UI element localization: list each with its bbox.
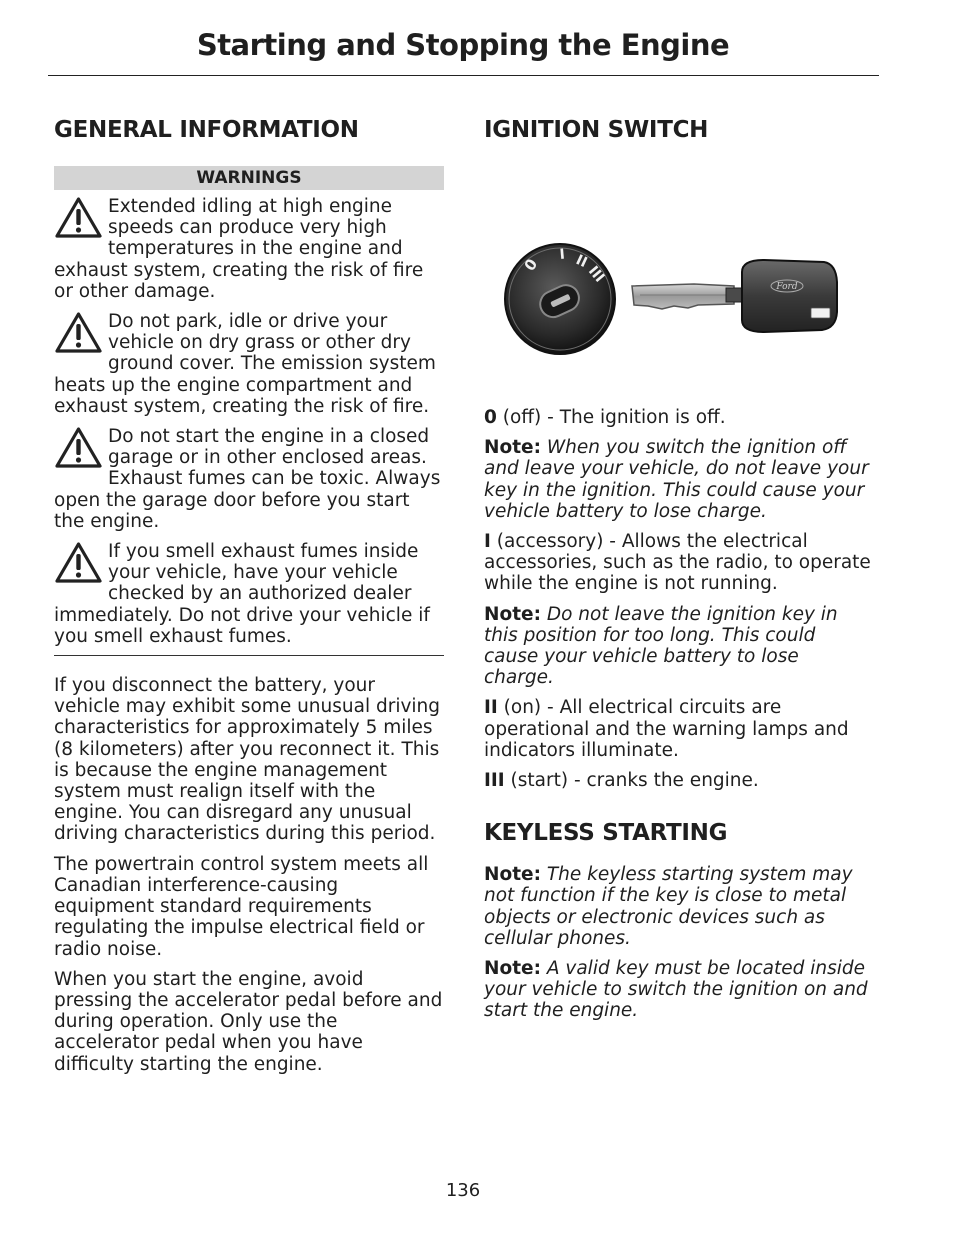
ignition-position-item: II (on) - All electrical circuits are operational and the warning lamps and indicators illuminate. — [484, 697, 849, 761]
warning-triangle-icon — [54, 426, 103, 470]
note-item: Note: A valid key must be located inside your vehicle to switch the ignition on and start the engine. — [484, 958, 868, 1022]
ignition-figure — [484, 202, 874, 367]
ignition-switch-heading: IGNITION SWITCH — [484, 117, 709, 143]
ignition-key-illustration — [484, 202, 874, 367]
position-i-label: I — [558, 246, 566, 263]
ford-key-icon — [632, 260, 837, 332]
body-paragraph: The powertrain control system meets all Canadian interference-causing equipment standard requirements regulating the impulse electrical field or radio noise. — [54, 853, 429, 960]
warning-text: If you smell exhaust fumes inside your vehicle, have your vehicle checked by an authorized dealer immediately. Do not drive your vehicle if you smell exhaust fumes. — [54, 541, 430, 647]
warning-item — [54, 541, 444, 647]
position-iii-label: III — [584, 263, 608, 286]
note-item: Note: When you switch the ignition off and leave your vehicle, do not leave your key in the ignition. This could cause your vehicle battery to lose charge. — [484, 437, 869, 522]
note-item: Note: The keyless starting system may not function if the key is close to metal objects or electronic devices such as cellular phones. — [484, 864, 853, 949]
warning-text: Do not park, idle or drive your vehicle on dry grass or other dry ground cover. The emission system heats up the engine compartment and exhaust system, creating the risk of fire. — [54, 311, 436, 417]
warnings-divider — [54, 655, 444, 656]
body-paragraph: If you disconnect the battery, your vehicle may exhibit some unusual driving characteristics for approximately 5 miles (8 kilometers) after you reconnect it. This is because the engine management system must realign itself with the engine. You can disregard any unusual driving characteristics during this period. — [54, 675, 441, 845]
warning-text: Extended idling at high engine speeds can produce very high temperatures in the engine and exhaust system, creating the risk of fire or other damage. — [54, 196, 424, 302]
warning-item — [54, 196, 444, 302]
ignition-cylinder-icon — [505, 244, 615, 354]
warning-item — [54, 311, 444, 417]
keyless-starting-heading: KEYLESS STARTING — [484, 820, 728, 847]
ignition-position-item: I (accessory) - Allows the electrical accessories, such as the radio, to operate while the engine is not running. — [484, 531, 871, 595]
position-ii-label: II — [573, 252, 590, 272]
note-item: Note: Do not leave the ignition key in this position for too long. This could cause your vehicle battery to lose charge. — [484, 603, 838, 689]
warning-triangle-icon — [54, 196, 103, 240]
warning-triangle-icon — [54, 311, 103, 355]
title-divider — [48, 75, 879, 76]
left-column — [54, 112, 444, 1075]
page-number: 136 — [445, 1180, 481, 1201]
warnings-header: WARNINGS — [54, 166, 444, 190]
page-title: Starting and Stopping the Engine — [196, 28, 730, 62]
right-column — [484, 112, 874, 1022]
body-paragraph: When you start the engine, avoid pressing the accelerator pedal before and during operation. Only use the accelerator pedal when you have difficulty starting the engine. — [54, 968, 443, 1075]
ford-logo-text: Ford — [776, 282, 798, 292]
position-0-label: 0 — [520, 255, 542, 275]
warning-triangle-icon — [54, 541, 103, 585]
ignition-position-item: 0 (off) - The ignition is off. — [484, 407, 726, 428]
warning-item — [54, 426, 444, 532]
general-information-heading: GENERAL INFORMATION — [54, 117, 359, 143]
ignition-position-item: III (start) - cranks the engine. — [484, 770, 759, 792]
warning-text: Do not start the engine in a closed garage or in other enclosed areas. Exhaust fumes can be toxic. Always open the garage door before you start the engine. — [54, 426, 441, 532]
